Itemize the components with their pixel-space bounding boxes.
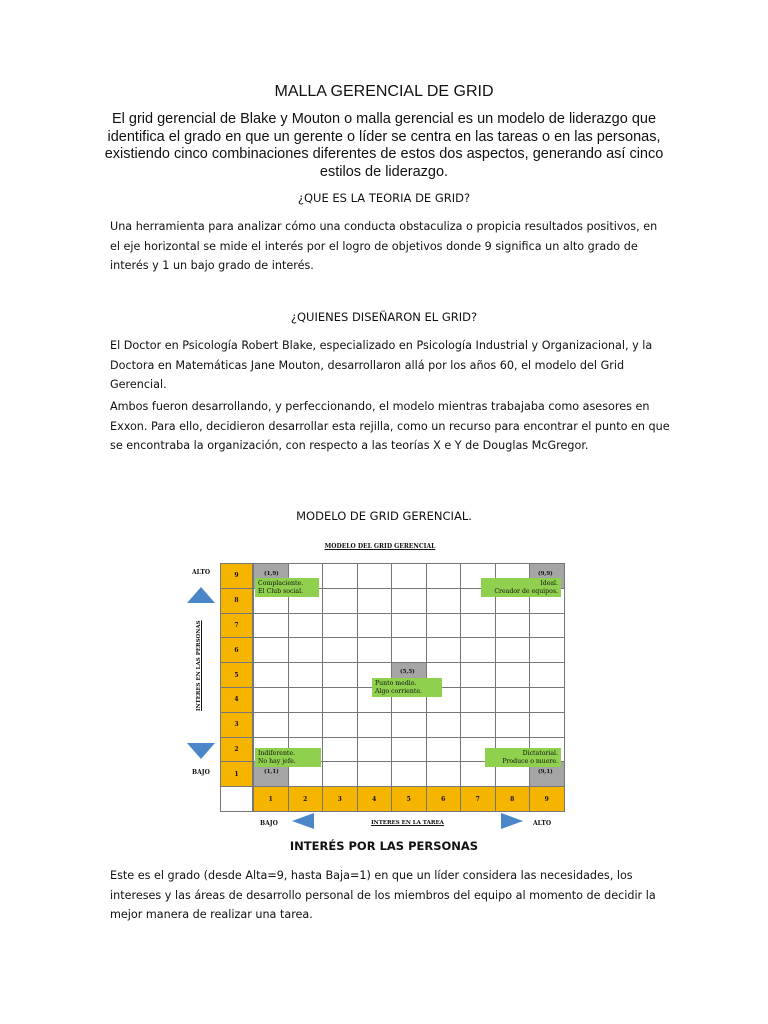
grid-cell <box>253 637 289 663</box>
grid-cell <box>357 588 393 614</box>
grid-cell <box>253 712 289 738</box>
style-box-line: Dictatorial. <box>522 750 558 757</box>
grid-cell <box>288 712 324 738</box>
arrow-right-icon <box>501 813 523 829</box>
axis-corner-cell <box>220 786 253 812</box>
section-heading-interes-personas: INTERÉS POR LAS PERSONAS <box>289 839 479 853</box>
style-box-line: Indiferente. <box>258 750 296 757</box>
grid-cell <box>529 662 565 688</box>
grid-cell <box>357 637 393 663</box>
y-tick-cell: 4 <box>220 687 253 713</box>
grid-cell <box>357 761 393 787</box>
grid-cell <box>288 687 324 713</box>
grid-cell <box>391 563 427 589</box>
y-tick-cell: 5 <box>220 662 253 688</box>
style-box-dictatorial <box>485 748 561 767</box>
section-text-interes-personas: Este es el grado (desde Alta=9, hasta Baja=1) en que un líder considera las necesidades, los intereses y las áreas de desarrollo personal de los miembros del equipo al momento de decidir la mejor manera de realizar una tarea. <box>110 869 656 921</box>
arrow-left-icon <box>292 813 314 829</box>
style-box-ideal <box>481 578 561 597</box>
grid-cell <box>322 687 358 713</box>
y-tick-cell: 8 <box>220 588 253 614</box>
grid-cell <box>322 637 358 663</box>
grid-cell <box>391 737 427 763</box>
grid-cell <box>322 613 358 639</box>
style-box-punto-medio <box>372 678 442 697</box>
grid-cell <box>357 712 393 738</box>
figure-heading: MODELO DE GRID GERENCIAL. <box>296 509 472 523</box>
grid-cell <box>426 637 462 663</box>
grid-cell <box>426 761 462 787</box>
coord-9-9: (9,9) <box>538 571 553 577</box>
grid-cell <box>391 637 427 663</box>
y-low-label: BAJO <box>192 769 210 776</box>
arrow-down-icon <box>187 743 215 759</box>
grid-cell <box>460 637 496 663</box>
grid-cell <box>253 687 289 713</box>
grid-cell <box>322 712 358 738</box>
x-low-label: BAJO <box>260 820 278 827</box>
grid-cell <box>253 613 289 639</box>
grid-cell <box>391 613 427 639</box>
grid-cell <box>460 687 496 713</box>
x-tick-cell: 1 <box>253 786 289 812</box>
grid-cell <box>529 637 565 663</box>
grid-cell <box>391 712 427 738</box>
section-text-que-es: Una herramienta para analizar cómo una conducta obstaculiza o propicia resultados positivos, en el eje horizontal se mide el interés por el logro de objetivos donde 9 significa un alto grado de interés y 1 un bajo grado de interés. <box>110 220 658 272</box>
style-box-line: Complaciente. <box>258 580 304 587</box>
grid-cell <box>426 737 462 763</box>
grid-cell <box>426 588 462 614</box>
grid-cell <box>322 563 358 589</box>
document-title: MALLA GERENCIAL DE GRID <box>274 83 494 100</box>
figure-inner-title: MODELO DEL GRID GERENCIAL <box>324 543 436 550</box>
grid-cell <box>391 588 427 614</box>
grid-cell <box>322 761 358 787</box>
x-axis-label: INTERES EN LA TAREA <box>371 820 444 826</box>
y-tick-cell: 1 <box>220 761 253 787</box>
style-box-line: Produce o muere. <box>502 757 558 765</box>
section-heading-que-es: ¿QUE ES LA TEORIA DE GRID? <box>297 191 471 205</box>
grid-cell <box>322 737 358 763</box>
grid-cell <box>288 637 324 663</box>
y-tick-cell: 9 <box>220 563 253 589</box>
grid-cell <box>495 637 531 663</box>
grid-cell <box>391 761 427 787</box>
style-box-line: Algo corriente. <box>375 687 422 695</box>
grid-cell <box>357 563 393 589</box>
style-box-line: Creador de equipos. <box>494 587 558 595</box>
y-axis-label: INTERES EN LAS PERSONAS <box>196 620 202 711</box>
x-tick-cell: 2 <box>288 786 324 812</box>
style-box-line: Ideal. <box>540 580 558 587</box>
arrow-up-icon <box>187 587 215 603</box>
grid-cell <box>529 687 565 713</box>
x-tick-cell: 7 <box>460 786 496 812</box>
grid-cell <box>495 613 531 639</box>
y-tick-cell: 7 <box>220 613 253 639</box>
grid-cell <box>460 613 496 639</box>
x-tick-cell: 3 <box>322 786 358 812</box>
grid-cell <box>460 712 496 738</box>
x-high-label: ALTO <box>533 820 552 827</box>
y-high-label: ALTO <box>192 569 211 576</box>
x-tick-cell: 9 <box>529 786 565 812</box>
grid-cell <box>426 613 462 639</box>
grid-cell <box>322 662 358 688</box>
grid-cell <box>529 613 565 639</box>
grid-cell <box>288 662 324 688</box>
grid-cell <box>495 712 531 738</box>
grid-cell <box>357 613 393 639</box>
intro-paragraph: El grid gerencial de Blake y Mouton o malla gerencial es un modelo de liderazgo que identifica el grado en que un gerente o líder se centra en las tareas o en las personas, existiendo cinco combinaciones diferentes de estos dos aspectos, generando así cinco estilos de liderazgo. <box>104 111 664 180</box>
grid-cell <box>495 687 531 713</box>
grid-cell <box>357 737 393 763</box>
x-tick-cell: 8 <box>495 786 531 812</box>
section-heading-quienes: ¿QUIENES DISEÑARON EL GRID? <box>290 310 478 324</box>
style-box-line: Punto medio. <box>375 680 417 687</box>
style-box-club-social <box>255 578 319 597</box>
x-tick-cell: 6 <box>426 786 462 812</box>
coord-5-5: (5,5) <box>400 669 415 675</box>
coord-9-1: (9,1) <box>538 769 553 775</box>
grid-cell <box>426 712 462 738</box>
grid-figure <box>185 538 575 833</box>
section-text-quienes-1: El Doctor en Psicología Robert Blake, especializado en Psicología Industrial y Organizacional, y la Doctora en Matemáticas Jane Mouton, desarrollaron allá por los años 60, el modelo del Grid Gerencial. <box>110 339 653 391</box>
y-tick-cell: 3 <box>220 712 253 738</box>
coord-1-1: (1,1) <box>264 769 279 775</box>
grid-cell <box>529 712 565 738</box>
grid-cell <box>495 662 531 688</box>
style-box-line: No hay jefe. <box>258 757 296 765</box>
grid-cell <box>288 613 324 639</box>
style-box-indiferente <box>255 748 321 767</box>
section-text-quienes-2: Ambos fueron desarrollando, y perfeccionando, el modelo mientras trabajaba como asesores en Exxon. Para ello, decidieron desarrollar esta rejilla, como un recurso para encontrar el punto en que se encontraba la organización, con respecto a las teorías X e Y de Douglas McGregor. <box>110 400 670 452</box>
grid-cell <box>322 588 358 614</box>
grid-cell <box>460 662 496 688</box>
grid-cell <box>426 563 462 589</box>
grid-cell <box>253 662 289 688</box>
x-tick-cell: 4 <box>357 786 393 812</box>
coord-1-9: (1,9) <box>264 571 279 577</box>
y-tick-cell: 2 <box>220 737 253 763</box>
x-tick-cell: 5 <box>391 786 427 812</box>
style-box-line: El Club social. <box>258 587 304 595</box>
y-tick-cell: 6 <box>220 637 253 663</box>
